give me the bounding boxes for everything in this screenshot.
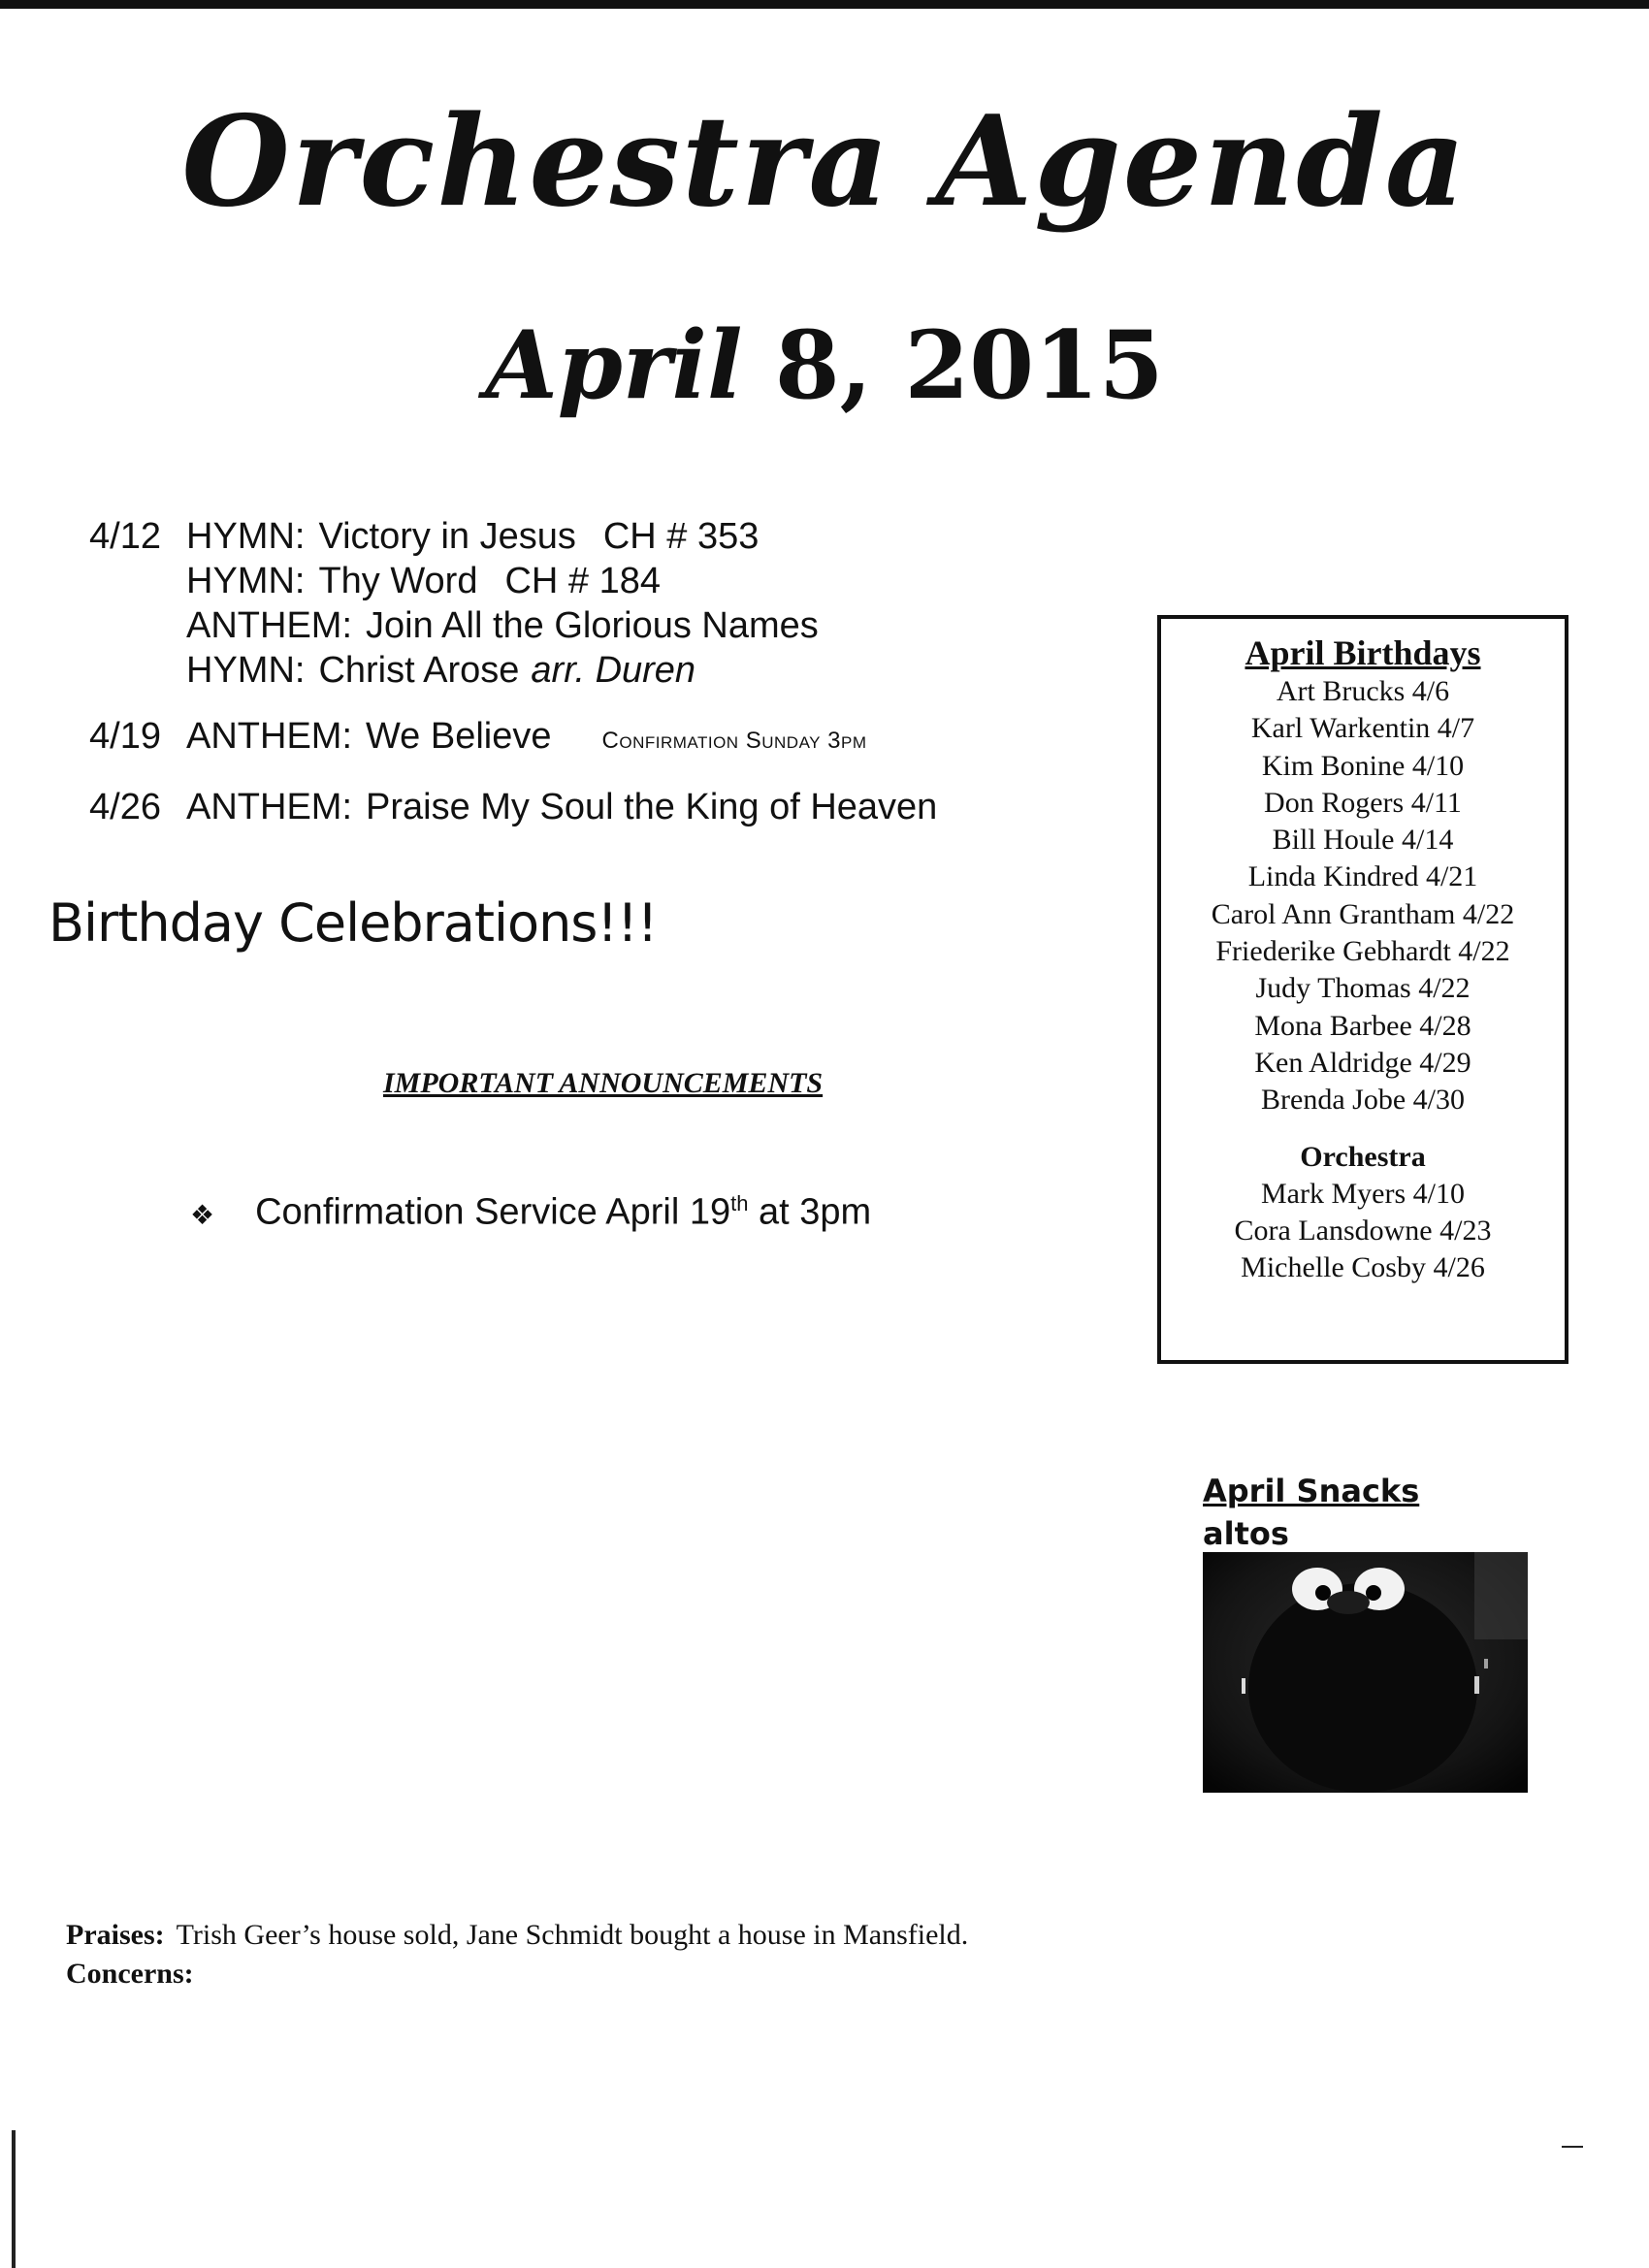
hymnal-number: CH # 353 xyxy=(602,516,760,557)
schedule-line xyxy=(89,559,1117,603)
hymnal-number: CH # 184 xyxy=(504,561,662,601)
birthday-entry: Linda Kindred 4/21 xyxy=(1247,860,1478,893)
announcement-item xyxy=(190,1191,871,1234)
scan-mark xyxy=(1562,2146,1583,2148)
concerns-line xyxy=(66,1958,206,1991)
orchestra-subtitle: Orchestra xyxy=(1300,1140,1426,1173)
concerns-label: Concerns: xyxy=(66,1958,194,1990)
announcements-title: IMPORTANT ANNOUNCEMENTS xyxy=(383,1067,824,1099)
schedule-date: 4/26 xyxy=(89,787,161,827)
song-title: We Believe xyxy=(366,716,552,757)
cookie-monster-image xyxy=(1203,1552,1528,1793)
birthday-entry: Ken Aldridge 4/29 xyxy=(1254,1046,1471,1079)
song-schedule xyxy=(89,514,1117,851)
praises-text: Trish Geer’s house sold, Jane Schmidt bought a house in Mansfield. xyxy=(176,1919,969,1951)
schedule-date: 4/12 xyxy=(89,516,161,557)
scan-mark xyxy=(12,2130,16,2268)
schedule-line xyxy=(89,785,1117,829)
birthday-entry: Mark Myers 4/10 xyxy=(1261,1177,1465,1210)
arrangement-note: arr. Duren xyxy=(531,650,696,691)
event-note: Confirmation Sunday 3pm xyxy=(601,728,867,754)
birthday-list xyxy=(1161,673,1565,1119)
birthday-entry: Karl Warkentin 4/7 xyxy=(1250,712,1475,745)
praises-label: Praises: xyxy=(66,1919,165,1951)
birthday-entry: Cora Lansdowne 4/23 xyxy=(1234,1214,1492,1247)
piece-type: HYMN: xyxy=(186,561,306,601)
song-title: Christ Arose xyxy=(318,650,520,691)
schedule-date: 4/19 xyxy=(89,716,161,757)
schedule-group xyxy=(89,785,1117,829)
song-title: Praise My Soul the King of Heaven xyxy=(366,787,938,827)
announcement-text: Confirmation Service April 19th at 3pm xyxy=(255,1191,872,1233)
birthday-entry: Bill Houle 4/14 xyxy=(1272,824,1454,857)
piece-type: ANTHEM: xyxy=(186,716,352,757)
birthday-entry: Michelle Cosby 4/26 xyxy=(1241,1251,1485,1284)
page-title: Orchestra Agenda xyxy=(181,89,1468,235)
birthday-entry: Kim Bonine 4/10 xyxy=(1261,749,1465,782)
top-border xyxy=(0,0,1649,9)
birthday-entry: Judy Thomas 4/22 xyxy=(1255,972,1471,1005)
birthday-entry: Friederike Gebhardt 4/22 xyxy=(1215,935,1510,968)
birthdays-title: April Birthdays xyxy=(1245,633,1481,672)
praises-line xyxy=(66,1919,968,1952)
schedule-line xyxy=(89,514,1117,559)
birthday-entry: Art Brucks 4/6 xyxy=(1276,675,1450,707)
snacks-group: altos xyxy=(1203,1515,1289,1552)
birthdays-box xyxy=(1157,615,1568,1364)
piece-type: HYMN: xyxy=(186,516,306,557)
piece-type: ANTHEM: xyxy=(186,605,352,646)
birthday-entry: Don Rogers 4/11 xyxy=(1264,786,1462,819)
date-day-year: 8, 2015 xyxy=(774,310,1164,420)
piece-type: HYMN: xyxy=(186,650,306,691)
song-title: Thy Word xyxy=(318,561,478,601)
song-title: Victory in Jesus xyxy=(318,516,576,557)
schedule-group xyxy=(89,714,1117,763)
schedule-line xyxy=(89,603,1117,648)
orchestra-birthday-list xyxy=(1161,1176,1565,1287)
schedule-line xyxy=(89,714,1117,763)
piece-type: ANTHEM: xyxy=(186,787,352,827)
birthday-entry: Carol Ann Grantham 4/22 xyxy=(1211,897,1515,930)
song-title: Join All the Glorious Names xyxy=(366,605,819,646)
schedule-line xyxy=(89,648,1117,693)
snacks-title: April Snacks xyxy=(1203,1473,1420,1509)
diamond-bullet-icon: ❖ xyxy=(190,1199,215,1230)
schedule-group xyxy=(89,514,1117,693)
agenda-date xyxy=(0,310,1649,420)
birthday-entry: Mona Barbee 4/28 xyxy=(1254,1009,1471,1042)
birthday-entry: Brenda Jobe 4/30 xyxy=(1261,1084,1465,1117)
date-month: April xyxy=(485,310,743,420)
birthday-heading: Birthday Celebrations!!! xyxy=(48,892,658,954)
